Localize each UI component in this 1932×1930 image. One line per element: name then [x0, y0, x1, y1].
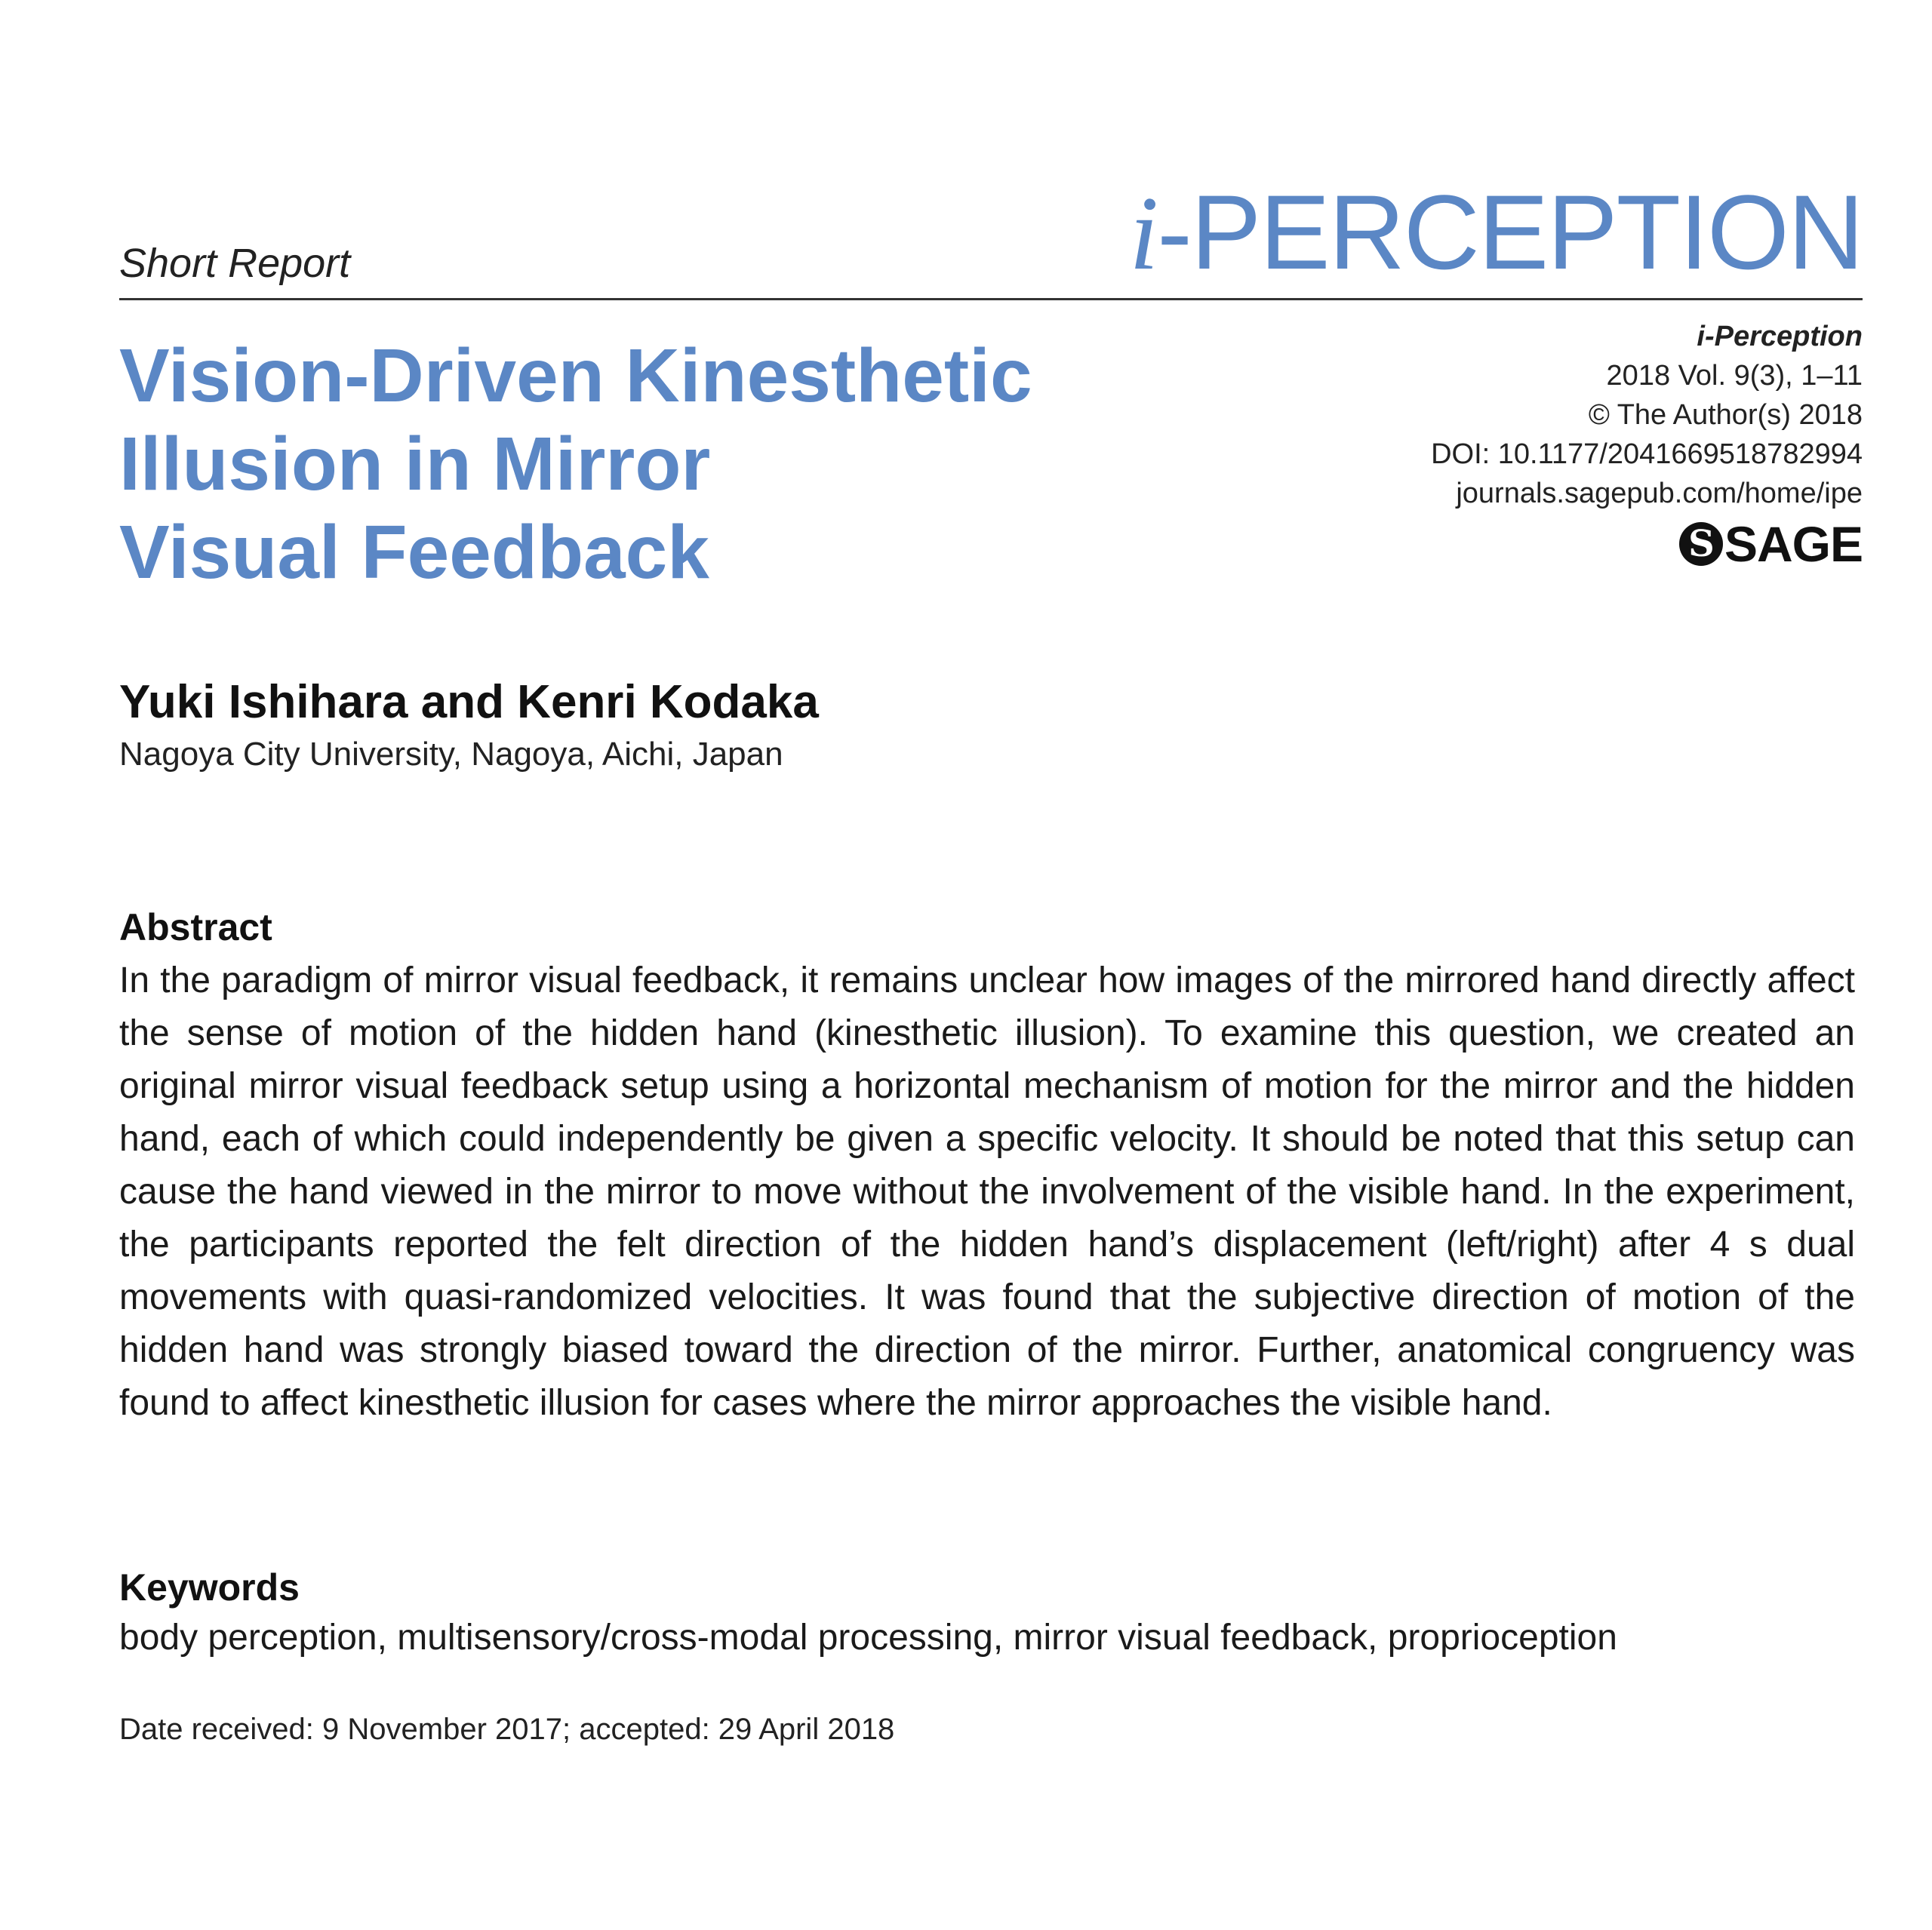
title-line: Visual Feedback	[119, 510, 709, 595]
keywords-text: body perception, multisensory/cross-modal processing, mirror visual feedback, proprioception	[119, 1618, 1617, 1658]
journal-name: i-Perception	[1697, 321, 1863, 352]
sage-name: SAGE	[1724, 516, 1863, 572]
sage-mark-icon: S	[1679, 522, 1723, 566]
copyright-notice: © The Author(s) 2018	[1588, 399, 1863, 431]
header-divider	[119, 298, 1863, 300]
publication-meta	[1431, 317, 1863, 572]
abstract-heading: Abstract	[119, 906, 272, 948]
authors: Yuki Ishihara and Kenri Kodaka	[119, 676, 819, 728]
title-line: Vision-Driven Kinesthetic	[119, 333, 1032, 418]
doi[interactable]: DOI: 10.1177/2041669518782994	[1431, 438, 1863, 470]
journal-logo-prefix: i	[1129, 175, 1158, 292]
journal-url[interactable]: journals.sagepub.com/home/ipe	[1456, 478, 1863, 509]
abstract-text: In the paradigm of mirror visual feedback, it remains unclear how images of the mirrored hand directly affect the sense of motion of the hidden hand (kinesthetic illusion). To examine this question, we created an original mirror visual feedback setup using a horizontal mechanism of motion for the mirror and the hidden hand, each of which could independently be given a specific velocity. It should be noted that this setup can cause the hand viewed in the mirror to move without the involvement of the visible hand. In the experiment, the participants reported the felt direction of the hidden hand’s displacement (left/right) after 4 s dual movements with quasi-randomized velocities. It was found that the subjective direction of motion of the hidden hand was strongly biased toward the direction of the mirror. Further, anatomical congruency was found to affect kinesthetic illusion for cases where the mirror approaches the visible hand.	[119, 960, 1855, 1423]
affiliation: Nagoya City University, Nagoya, Aichi, Japan	[119, 736, 783, 773]
volume-info: 2018 Vol. 9(3), 1–11	[1606, 360, 1863, 392]
article-title	[119, 332, 1100, 597]
journal-logo	[1129, 173, 1863, 292]
date-received: Date received: 9 November 2017; accepted: 29 April 2018	[119, 1713, 895, 1746]
journal-logo-rest: -PERCEPTION	[1157, 173, 1863, 291]
sage-logo	[1679, 516, 1863, 572]
article-type-label: Short Report	[119, 241, 351, 286]
title-line: Illusion in Mirror	[119, 422, 711, 506]
keywords-heading: Keywords	[119, 1566, 300, 1609]
